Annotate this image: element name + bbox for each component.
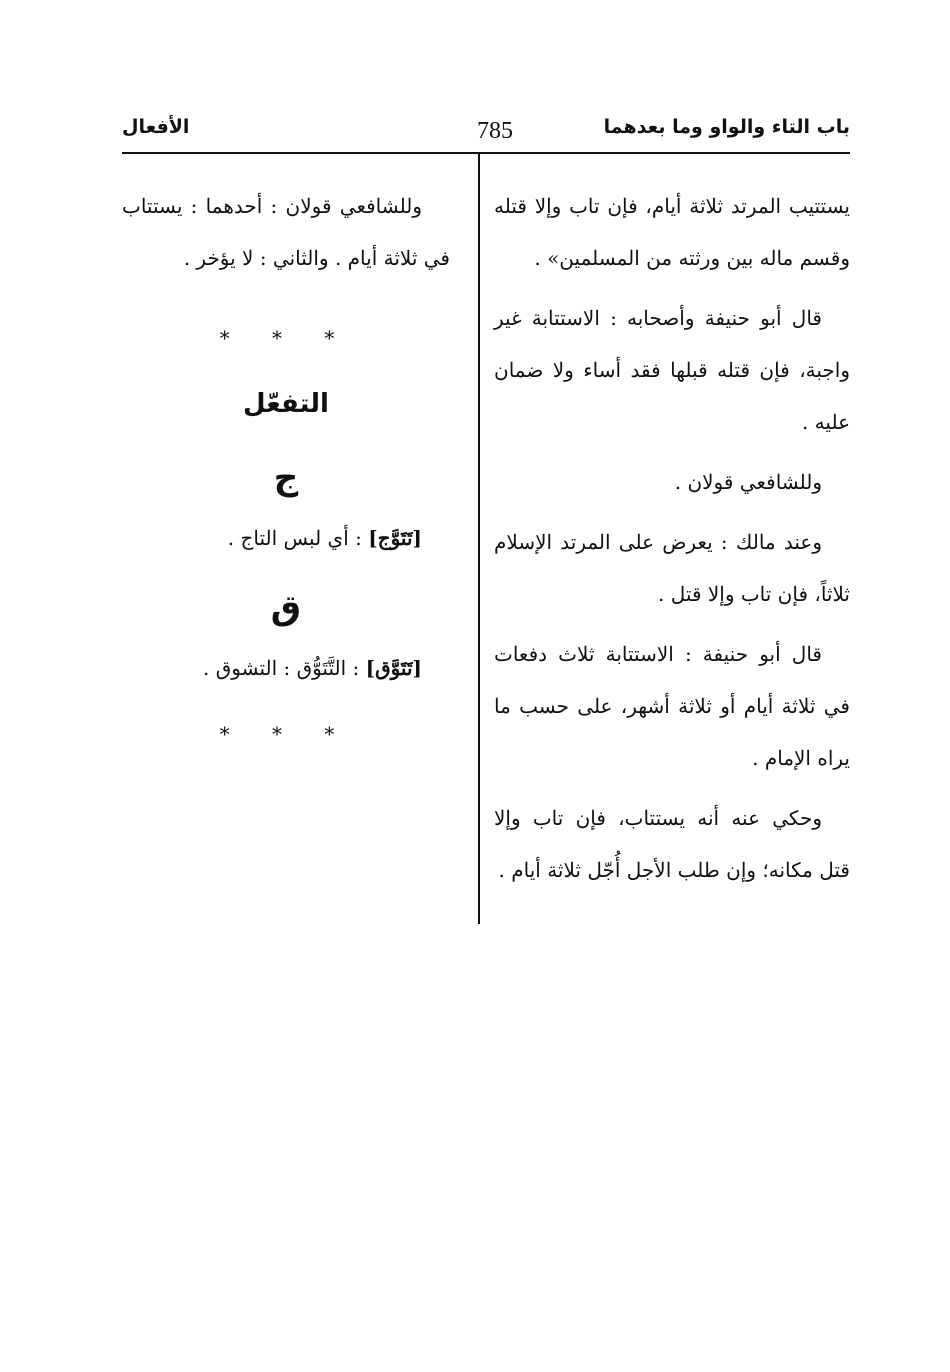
paragraph: وعند مالك : يعرض على المرتد الإسلام ثلاثاً، فإن تاب وإلا قتل . bbox=[494, 530, 850, 606]
column-divider bbox=[478, 154, 480, 924]
paragraph: قال أبو حنيفة وأصحابه : الاستتابة غير واجبة، فإن قتله قبلها فقد أساء ولا ضمان عليه . bbox=[494, 306, 850, 434]
running-header bbox=[122, 116, 850, 152]
paragraph: وحكي عنه أنه يستتاب، فإن تاب وإلا قتل مكانه؛ وإن طلب الأجل أُجّل ثلاثة أيام . bbox=[494, 806, 850, 882]
entry-headword: [تَتَوَّق] bbox=[365, 656, 422, 680]
entry-headword: [تَتَوَّج] bbox=[368, 526, 422, 550]
header-rule bbox=[122, 152, 850, 154]
page-number: 785 bbox=[477, 118, 513, 144]
chapter-title: باب التاء والواو وما بعدهما bbox=[603, 116, 850, 138]
section-separator: * * * bbox=[219, 326, 353, 350]
right-column bbox=[494, 180, 850, 904]
letter-heading-jim: ج bbox=[273, 458, 299, 498]
entry-definition: : أي لبس التاج . bbox=[227, 526, 369, 550]
dictionary-entry bbox=[122, 512, 450, 564]
paragraph: وللشافعي قولان . bbox=[674, 470, 822, 494]
paragraph: يستتيب المرتد ثلاثة أيام، فإن تاب وإلا قتله وقسم ماله بين ورثته من المسلمين» . bbox=[494, 194, 850, 270]
section-title: التفعّل bbox=[243, 389, 329, 419]
left-column bbox=[122, 180, 450, 760]
dictionary-entry bbox=[122, 642, 450, 694]
paragraph: وللشافعي قولان : أحدهما : يستتاب في ثلاثة أيام . والثاني : لا يؤخر . bbox=[122, 194, 450, 270]
entry-definition: : التَّتَوُّق : التشوق . bbox=[203, 656, 366, 680]
paragraph: قال أبو حنيفة : الاستتابة ثلاث دفعات في ثلاثة أيام أو ثلاثة أشهر، على حسب ما يراه الإمام . bbox=[494, 642, 850, 770]
letter-heading-qaf: ق bbox=[270, 588, 302, 628]
closing-separator: * * * bbox=[219, 722, 353, 746]
section-heading: الأفعال bbox=[122, 116, 190, 138]
